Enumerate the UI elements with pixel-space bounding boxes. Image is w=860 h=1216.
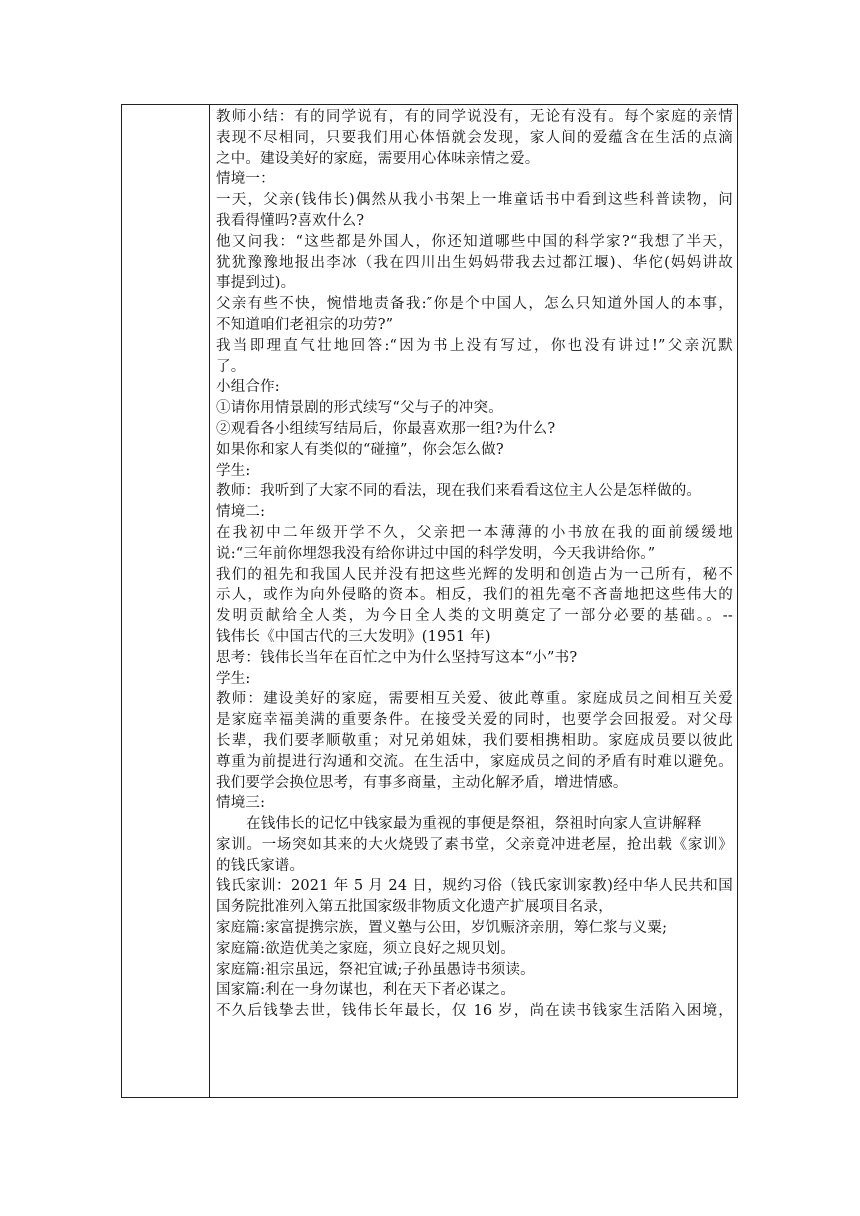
text-line: ②观看各小组续写结局后，你最喜欢那一组?为什么? [216,420,556,437]
text-line: 示人，或作为向外侵略的资本。相反，我们的祖先毫不吝啬地把这些伟大的 [216,587,733,604]
text-line: 在钱伟长的记忆中钱家最为重视的事便是祭祖，祭祖时向家人宣讲解释 [246,816,702,833]
text-line: 发明贡献给全人类，为今日全人类的文明奠定了一部分必要的基础。。-- [216,608,733,625]
text-line: 家庭篇:家富提携宗族，置义塾与公田，岁饥赈济亲朋，筹仁浆与义粟; [216,920,668,937]
text-line: 如果你和家人有类似的“碰撞”，你会怎么做? [216,441,504,458]
text-line: 尊重为前提进行沟通和交流。在生活中，家庭成员之间的矛盾有时难以避免。 [216,753,733,770]
text-line: 是家庭幸福美满的重要条件。在接受关爱的同时，也要学会回报爱。对父母 [216,712,733,729]
text-line: 教师：我听到了大家不同的看法，现在我们来看看这位主人公是怎样做的。 [216,483,702,500]
text-line: 了。 [216,358,246,375]
text-line: 表现不尽相同，只要我们用心体悟就会发现，家人间的爱蕴含在生活的点滴 [216,129,733,146]
text-line: 教师：建设美好的家庭，需要相互关爱、彼此尊重。家庭成员之间相互关爱 [216,691,733,708]
text-line: 家训。一场突如其来的大火烧毁了素书堂，父亲竟冲进老屋，抢出载《家训》 [216,836,733,853]
text-line: 钱伟长《中国古代的三大发明》(1951 年) [216,628,491,645]
text-line: 的钱氏家谱。 [216,857,305,874]
text-line: 家庭篇:欲造优美之家庭，须立良好之规贝划。 [216,940,516,957]
text-line: 长辈，我们要孝顺敬重；对兄弟姐妹，我们要相携相助。家庭成员要以彼此 [216,732,733,749]
section-heading: 情境一： [216,171,275,188]
text-line: 我看得懂吗?喜欢什么? [216,212,365,229]
text-line: 我们的祖先和我国人民并没有把这些光辉的发明和创造占为一己所有，秘不 [216,566,733,583]
text-line: 不久后钱挚去世，钱伟长年最长，仅 16 岁，尚在读书钱家生活陷入困境， [216,1003,733,1020]
text-line: 学生: [216,462,251,479]
text-line: 他又问我：“这些都是外国人，你还知道哪些中国的科学家?“我想了半天， [216,233,733,250]
text-line: 钱氏家训：2021 年 5 月 24 日，规约习俗（钱氏家训家教)经中华人民共和国 [216,878,733,895]
text-line: 事提到过)。 [216,275,296,292]
text-line: 我当即理直气壮地回答:“因为书上没有写过，你也没有讲过!”父亲沉默 [216,337,733,354]
content-cell [210,105,737,1097]
section-heading: 情境二: [216,504,266,521]
text-line: 犹犹豫豫地报出李冰（我在四川出生妈妈带我去过都江堰)、华佗(妈妈讲故 [216,254,733,271]
section-heading: 情境三: [216,795,266,812]
text-line: 说:“三年前你埋怨我没有给你讲过中国的科学发明，今天我讲给你。” [216,545,656,562]
section-heading: 小组合作: [216,379,280,396]
text-line: 国家篇:利在一身勿谋也，利在天下者必谋之。 [216,982,516,999]
text-line: 一天，父亲(钱伟长)偶然从我小书架上一堆童话书中看到这些科普读物，问 [216,192,733,209]
text-line: 我们要学会换位思考，有事多商量，主动化解矛盾，增进情感。 [216,774,628,791]
text-line: 学生: [216,670,251,687]
text-line: 父亲有些不快，惋惜地责备我:″你是个中国人，怎么只知道外国人的本事， [216,296,733,313]
text-line: 之中。建设美好的家庭，需要用心体味亲情之爱。 [216,150,540,167]
lesson-table [121,104,738,1098]
text-line: 在我初中二年级开学不久，父亲把一本薄薄的小书放在我的面前缓缓地 [216,524,733,541]
left-column-cell [122,105,210,1097]
text-line: 国务院批准列入第五批国家级非物质文化遗产扩展项目名录， [216,899,613,916]
text-line: ①请你用情景剧的形式续写“父与子的冲突。 [216,400,503,417]
text-line: 家庭篇:祖宗虽远，祭祀宜诚;子孙虽愚诗书须读。 [216,961,535,978]
text-line: 思考：钱伟长当年在百忙之中为什么坚持写这本“小”书? [216,649,578,666]
text-line: 教师小结：有的同学说有，有的同学说没有，无论有没有。每个家庭的亲情 [216,109,733,125]
text-line: 不知道咱们老祖宗的功劳?” [216,316,394,333]
